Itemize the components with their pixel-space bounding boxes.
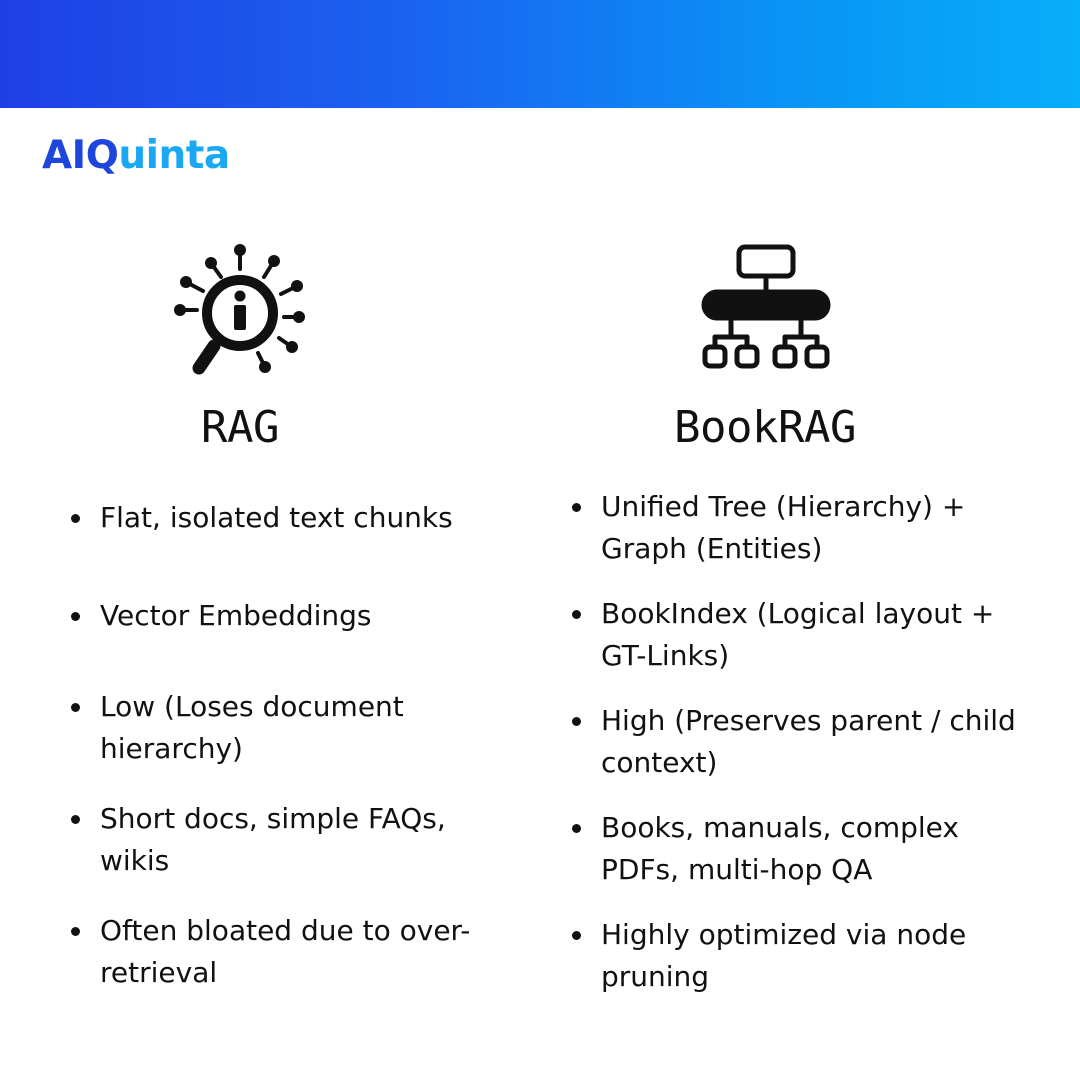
brand-logo [42,131,230,179]
brand-logo-part-1: AIQ [42,132,119,178]
bookrag-feature-item: Unified Tree (Hierarchy) + Graph (Entities) [566,486,1036,570]
bookrag-feature-item: High (Preserves parent / child context) [566,700,1036,784]
bookrag-heading: BookRAG [674,402,856,453]
rag-feature-item: Vector Embeddings [65,595,495,637]
rag-feature-item: Often bloated due to over-retrieval [65,910,495,994]
rag-feature-item: Flat, isolated text chunks [65,497,495,539]
info-search-icon [170,243,310,383]
brand-logo-part-2: uinta [118,132,230,178]
rag-heading: RAG [201,402,279,453]
bookrag-feature-list [566,486,1036,1016]
rag-feature-item: Short docs, simple FAQs, wikis [65,798,495,882]
bookrag-feature-item: Books, manuals, complex PDFs, multi-hop QA [566,807,1036,891]
hierarchy-tree-icon [697,243,837,383]
bookrag-feature-item: BookIndex (Logical layout + GT-Links) [566,593,1036,677]
rag-feature-item: Low (Loses document hierarchy) [65,686,495,770]
top-banner [0,0,1080,108]
bookrag-feature-item: Highly optimized via node pruning [566,914,1036,998]
rag-feature-list [65,497,495,1017]
